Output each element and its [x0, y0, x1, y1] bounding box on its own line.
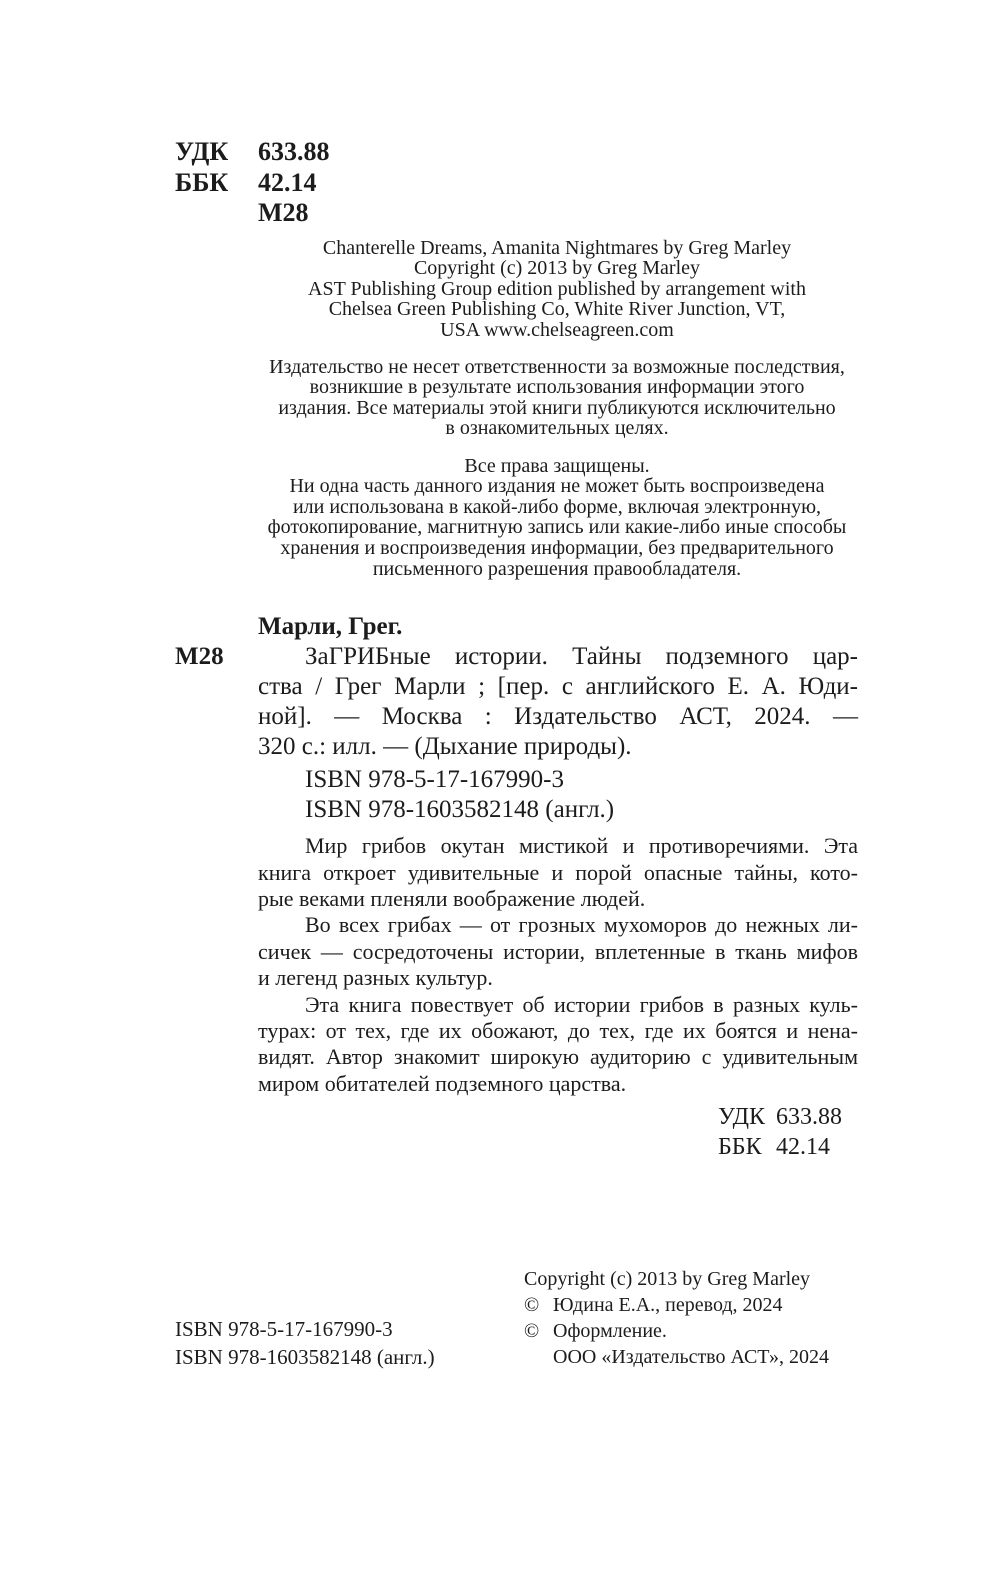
original-edition-line: Chanterelle Dreams, Amanita Nightmares by Greg Marley [322, 236, 792, 259]
author-mark-row [175, 198, 330, 229]
original-edition-line: Chelsea Green Publishing Co, White River Junction, VT, [328, 298, 786, 321]
bbk-value: 42.14 [258, 167, 317, 197]
author-heading: Марли, Грег. [258, 613, 403, 640]
annotation-line: миром обитателей подземного царства. [258, 1070, 627, 1096]
bbk-label: ББК [718, 1134, 762, 1160]
annotation-paragraph [258, 992, 858, 1098]
annotation-paragraph [258, 912, 858, 991]
bbk-value: 42.14 [776, 1134, 830, 1160]
disclaimer-line: издания. Все материалы этой книги публикуются исключительно [278, 396, 836, 419]
udk-label: УДК [175, 137, 229, 166]
annotation-line: Мир грибов окутан мистикой и противоречиями. Эта [305, 833, 858, 859]
record-isbn-list [305, 765, 614, 825]
isbn-line: ISBN 978-1603582148 (англ.) [175, 1345, 435, 1369]
copyright-icon: © [524, 1294, 540, 1316]
disclaimer-line: Издательство не несет ответственности за возможные последствия, [269, 355, 845, 378]
udk-value: 633.88 [258, 137, 330, 166]
rights-line: Все права защищены. [464, 454, 650, 477]
annotation-line: и легенд разных культур. [258, 965, 493, 991]
annotation-line: турах: от тех, где их обожают, до тех, где их боятся и нена- [258, 1018, 858, 1044]
bbk-row [718, 1132, 842, 1162]
annotation-line: видят. Автор знакомит широкую аудиторию с удивительным [258, 1044, 858, 1070]
rights-line: хранения и воспроизведения информации, без предварительного [280, 537, 834, 560]
copyright-icon: © [524, 1320, 540, 1342]
annotation-line: Во всех грибах — от грозных мухоморов до нежных ли- [305, 912, 858, 938]
isbn-line: ISBN 978-5-17-167990-3 [175, 1317, 393, 1341]
annotation-line: Эта книга повествует об истории грибов в разных куль- [305, 991, 858, 1017]
isbn-line: ISBN 978-1603582148 (англ.) [305, 796, 615, 823]
rights-line: письменного разрешения правообладателя. [372, 557, 742, 580]
isbn-bottom-list [175, 1315, 435, 1371]
udk-label: УДК [718, 1104, 765, 1130]
bibliographic-description [258, 642, 858, 762]
isbn-line: ISBN 978-5-17-167990-3 [305, 766, 565, 793]
rights-line: Ни одна часть данного издания не может быть воспроизведена [289, 475, 825, 498]
annotation-line: рые веками пленяли воображение людей. [258, 886, 646, 911]
annotation-line: сичек — сосредоточены истории, вплетенные в ткань мифов [258, 938, 858, 964]
bbk-label: ББК [175, 167, 229, 197]
copyright-translation-row [524, 1292, 829, 1318]
udk-value: 633.88 [776, 1104, 842, 1130]
rights-reserved-notice [257, 456, 857, 580]
description-line: 320 с.: илл. — (Дыхание природы). [258, 733, 632, 760]
annotation-paragraph [258, 833, 858, 912]
description-line: ЗаГРИБные истории. Тайны подземного цар- [305, 643, 858, 670]
classification-top [175, 137, 330, 229]
copyright-notices [524, 1266, 829, 1370]
original-edition-notice [257, 238, 857, 341]
rights-line: фотокопирование, магнитную запись или какие-либо иные способы [267, 516, 847, 539]
udk-row [175, 137, 330, 168]
original-edition-line: Copyright (c) 2013 by Greg Marley [413, 257, 701, 280]
annotation [258, 833, 858, 1097]
copyright-design-owner: ООО «Издательство АСТ», 2024 [553, 1346, 829, 1368]
publisher-disclaimer [257, 357, 857, 439]
udk-row [718, 1102, 842, 1132]
copyright-translation-text: Юдина Е.А., перевод, 2024 [553, 1294, 783, 1316]
disclaimer-line: в ознакомительных целях. [445, 417, 669, 440]
description-line: ной]. — Москва : Издательство АСТ, 2024. — [258, 703, 858, 730]
copyright-original: Copyright (c) 2013 by Greg Marley [524, 1268, 811, 1290]
copyright-owner-row [524, 1344, 829, 1370]
classification-bottom [718, 1102, 842, 1162]
author-mark: М28 [258, 198, 309, 227]
description-line: ства / Грег Марли ; [пер. с английского Е. А. Юди- [258, 673, 858, 700]
copyright-original-row [524, 1266, 829, 1292]
record-author-mark: М28 [175, 643, 224, 670]
original-edition-line: AST Publishing Group edition published by arrangement with [308, 277, 806, 300]
copyright-design-text: Оформление. [553, 1320, 667, 1342]
original-edition-line: USA www.chelseagreen.com [440, 319, 674, 342]
rights-line: или использована в какой-либо форме, включая электронную, [292, 495, 822, 518]
annotation-line: книга откроет удивительные и порой опасные тайны, кото- [258, 859, 858, 885]
disclaimer-line: возникшие в результате использования информации этого [309, 376, 805, 399]
copyright-design-row [524, 1318, 829, 1344]
bbk-row [175, 168, 330, 199]
